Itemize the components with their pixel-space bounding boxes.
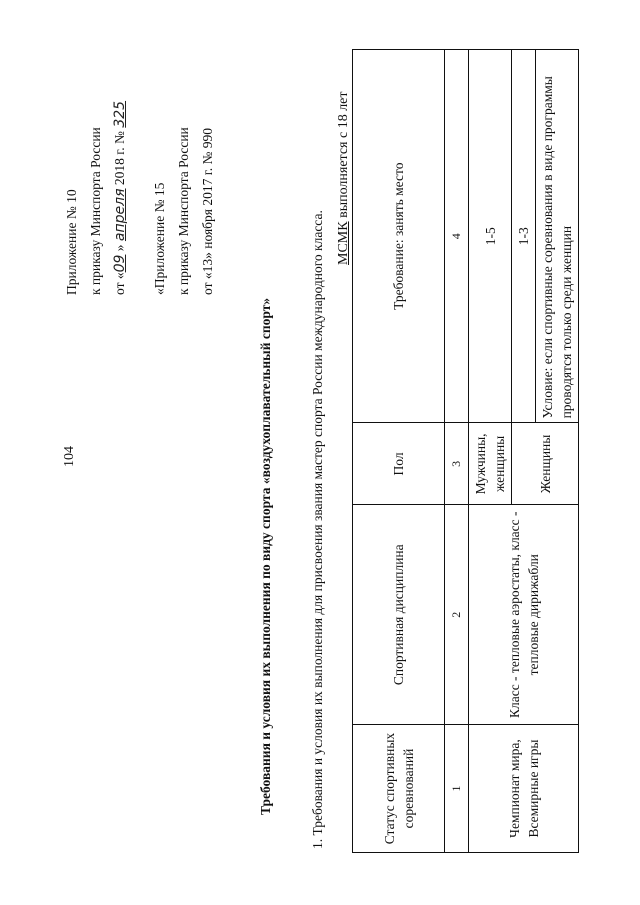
document-title: Требования и условия их выполнения по виду спорта «воздухоплавательный спорт» — [258, 297, 273, 815]
intro-paragraph: 1. Требования и условия их выполнения для присвоения звания мастер спорта России международного класса. — [310, 210, 325, 849]
cell-place: 1-3 — [512, 50, 536, 423]
page-number: 104 — [62, 446, 77, 467]
appendix-old — [148, 55, 220, 295]
appendix-new-date — [108, 55, 132, 295]
table-header-row — [353, 50, 445, 853]
header-gender: Пол — [353, 423, 445, 505]
cell-gender: Женщины — [512, 423, 579, 505]
col-number: 1 — [445, 725, 469, 853]
header-requirement: Требование: занять место — [353, 50, 445, 423]
table-number-row — [445, 50, 469, 853]
cell-discipline: Класс - тепловые аэростаты, класс - тепловые дирижабли — [469, 505, 579, 725]
col-number: 4 — [445, 50, 469, 423]
appendix-new — [60, 55, 132, 295]
appendix-old-line1: «Приложение № 15 — [152, 182, 167, 295]
date-prefix: от « — [112, 272, 127, 295]
handwritten-month: апреля — [112, 188, 128, 242]
table-row — [469, 50, 512, 853]
note-prefix: МСМК — [336, 221, 351, 265]
header-discipline: Спортивная дисциплина — [353, 505, 445, 725]
col-number: 3 — [445, 423, 469, 505]
date-year: 2018 г. № — [112, 131, 127, 186]
requirements-table — [352, 49, 579, 853]
appendix-old-line3: от «13» ноября 2017 г. № 990 — [200, 128, 215, 295]
cell-place: 1-5 — [469, 50, 512, 423]
appendix-new-line1: Приложение № 10 — [64, 189, 79, 295]
date-mid: » — [112, 244, 127, 252]
header-status: Статус спортивных соревнований — [353, 725, 445, 853]
appendix-new-line2: к приказу Минспорта России — [88, 127, 103, 295]
cell-gender: Мужчины, женщины — [469, 423, 512, 505]
age-note — [336, 91, 352, 265]
cell-status: Чемпионат мира, Всемирные игры — [469, 725, 579, 853]
handwritten-day: 09 — [112, 254, 128, 273]
cell-condition: Условие: если спортивные соревнования в виде программы проводятся только среди женщин — [536, 50, 579, 423]
handwritten-number: 325 — [112, 100, 128, 128]
appendix-old-line2: к приказу Минспорта России — [176, 127, 191, 295]
col-number: 2 — [445, 505, 469, 725]
note-suffix: выполняется с 18 лет — [336, 91, 351, 222]
